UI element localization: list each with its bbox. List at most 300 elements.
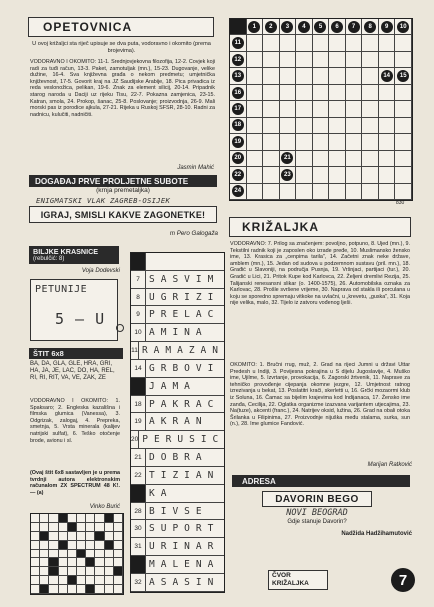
krizaljka-row-number: 22 xyxy=(131,467,146,484)
grid-cell xyxy=(379,118,396,134)
grid-cell xyxy=(40,567,49,576)
krizaljka-row-answer xyxy=(146,253,149,270)
page-number-badge xyxy=(391,568,415,592)
grid-cell xyxy=(68,567,77,576)
grid-cell xyxy=(114,523,123,532)
grid-cell xyxy=(86,541,95,550)
grid-cell xyxy=(247,118,264,134)
footer-label xyxy=(268,570,328,590)
grid-cell xyxy=(31,585,40,594)
grid-cell xyxy=(40,576,49,585)
grid-cell xyxy=(77,514,86,523)
grid-cell xyxy=(77,585,86,594)
grid-number-dot: 14 xyxy=(381,70,393,82)
grid-cell xyxy=(86,514,95,523)
grid-cell xyxy=(346,35,363,51)
adresa-title-bar xyxy=(232,475,410,487)
grid-block xyxy=(49,567,58,576)
grid-cell xyxy=(59,585,68,594)
grid-cell xyxy=(105,576,114,585)
grid-number-dot: 7 xyxy=(348,21,360,33)
grid-number-dot: 6 xyxy=(331,21,343,33)
adresa-question: Gdje stanuje Davorin? xyxy=(287,519,347,525)
grid-cell xyxy=(40,514,49,523)
krizaljka-row-answer: ASASIN xyxy=(149,576,220,588)
grid-cell xyxy=(329,68,346,84)
bilje-subtitle: (rebulčić: 8) xyxy=(33,255,65,262)
grid-cell xyxy=(49,550,58,559)
grid-cell xyxy=(31,567,40,576)
grid-cell xyxy=(379,134,396,150)
footer-label-line2: KRIŽALJKA xyxy=(272,580,309,587)
grid-cell xyxy=(247,101,264,117)
grid-number-dot: 4 xyxy=(298,21,310,33)
grid-cell xyxy=(49,585,58,594)
grid-cell xyxy=(280,101,297,117)
krizaljka-row-number xyxy=(131,485,146,502)
opetovnica-grid xyxy=(229,18,413,201)
grid-cell xyxy=(313,184,330,200)
grid-cell xyxy=(395,151,412,167)
grid-cell xyxy=(31,576,40,585)
grid-cell xyxy=(263,52,280,68)
grid-cell xyxy=(105,558,114,567)
grid-cell xyxy=(329,184,346,200)
grid-cell xyxy=(280,52,297,68)
grid-cell xyxy=(346,134,363,150)
krizaljka-row-number xyxy=(131,556,146,573)
grid-cell xyxy=(59,550,68,559)
grid-block xyxy=(105,514,114,523)
grid-number-dot: 13 xyxy=(232,70,244,82)
grid-cell xyxy=(379,85,396,101)
grid-cell xyxy=(296,151,313,167)
krizaljka-title: KRIŽALJKA xyxy=(242,220,319,234)
grid-block xyxy=(68,523,77,532)
krizaljka-row xyxy=(131,413,224,431)
grid-cell xyxy=(329,52,346,68)
grid-block xyxy=(40,532,49,541)
grid-cell xyxy=(31,523,40,532)
grid-cell xyxy=(95,567,104,576)
grid-top-number xyxy=(313,19,330,35)
dogadjaj-author: m Pero Galogaža xyxy=(169,230,218,237)
grid-cell xyxy=(379,52,396,68)
grid-cell xyxy=(346,101,363,117)
grid-cell xyxy=(329,134,346,150)
grid-block xyxy=(86,558,95,567)
grid-number-dot: 22 xyxy=(232,169,244,181)
grid-cell xyxy=(59,558,68,567)
grid-cell xyxy=(346,184,363,200)
grid-number-dot: 20 xyxy=(232,152,244,164)
grid-number-dot: 19 xyxy=(232,136,244,148)
krizaljka-row-answer: SASVIM xyxy=(149,273,220,285)
opetovnica-grid-code: 830 xyxy=(396,200,405,206)
page-number: 7 xyxy=(398,571,408,589)
krizaljka-row xyxy=(131,538,224,556)
grid-top-number xyxy=(296,19,313,35)
grid-cell xyxy=(86,576,95,585)
grid-cell xyxy=(296,134,313,150)
grid-cell xyxy=(40,523,49,532)
grid-number-dot: 12 xyxy=(232,54,244,66)
grid-cell xyxy=(114,514,123,523)
grid-number-dot: 8 xyxy=(364,21,376,33)
krizaljka-row xyxy=(131,431,224,449)
bilje-title-bar xyxy=(29,246,119,264)
grid-cell xyxy=(362,52,379,68)
krizaljka-row-number: 10 xyxy=(131,324,146,341)
grid-cell xyxy=(247,35,264,51)
grid-top-number xyxy=(395,19,412,35)
grid-cell xyxy=(362,118,379,134)
grid-cell xyxy=(68,585,77,594)
grid-cell xyxy=(280,35,297,51)
grid-cell xyxy=(346,167,363,183)
opetovnica-author: Jasmin Mahić xyxy=(177,165,214,171)
grid-block xyxy=(86,585,95,594)
grid-cell xyxy=(362,85,379,101)
grid-cell xyxy=(263,167,280,183)
krizaljka-okomito: OKOMITO: 1. Bručni rrug, muž, 2. Grad na rijeci Jumni u državi Uttar Predesh u Indiji, 3. Povijesna pokrajina u S dijelu Jugoslavije, 4. Muško ime, Ujilme, 5. Izvrtanje, provokacija, 6. Zagorski žrtvenik, 11. Naprave za tehničko provođenje cijepanja okomne jezgre, 12. Umjetnost ratnog izrezivanja u bekat, 13. Poslatitri krači, skerletti u, 16. Grčki mozaormi klub iz Soluna, 16. Čamac sa bijelim krajevima kod Indijanaca, 17. Žensko ime zanđa, Cecilija, 22. Oglatka organizme izazvana varijantem utjecajima, 23. Na(tuze), akcenti (franc.), 24. Natrijev oksid, lužina, 26. Grad na obali otoka Šrilanka u Filipinima, 27. Proizvodnje nijuška među stalama, surka, sun (n.), 28. Ime glumice Fandović. xyxy=(230,362,410,428)
bilje-author: Voja Dodevski xyxy=(81,268,120,274)
grid-cell xyxy=(313,167,330,183)
krizaljka-row-answer: PAKRAC xyxy=(149,398,220,410)
grid-row-number xyxy=(230,184,247,200)
krizaljka-row-answer: AMINA xyxy=(149,327,208,339)
grid-cell xyxy=(280,118,297,134)
grid-number-dot: 24 xyxy=(232,185,244,197)
grid-cell xyxy=(40,550,49,559)
grid-cell xyxy=(313,151,330,167)
krizaljka-row-number: 7 xyxy=(131,271,146,288)
grid-cell xyxy=(105,523,114,532)
grid-cell xyxy=(77,523,86,532)
grid-cell xyxy=(59,523,68,532)
stit-author: Vinko Burić xyxy=(89,504,120,510)
krizaljka-row xyxy=(131,289,224,307)
grid-cell xyxy=(346,68,363,84)
krizaljka-row-answer: AKRAN xyxy=(149,416,208,428)
stit-note: (Ovaj štit 6x8 sastavljen je u prema tvrdnji autora elektronskim računalom ZX SPECTRUM 48 K!. — (a) xyxy=(30,470,120,496)
footer-label-line1: ČVOR xyxy=(272,572,291,579)
dogadjaj-subtitle: (krnja premetaljka) xyxy=(96,187,150,194)
grid-cell xyxy=(247,68,264,84)
opetovnica-title: OPETOVNICA xyxy=(43,20,133,34)
krizaljka-row xyxy=(131,467,224,485)
grid-inner-number xyxy=(280,167,297,183)
grid-cell xyxy=(68,532,77,541)
krizaljka-row-number: 8 xyxy=(131,289,146,306)
grid-cell xyxy=(296,118,313,134)
grid-number-dot: 2 xyxy=(265,21,277,33)
grid-cell xyxy=(263,35,280,51)
krizaljka-row xyxy=(131,503,224,521)
grid-cell xyxy=(362,167,379,183)
grid-row-number xyxy=(230,68,247,84)
grid-cell xyxy=(40,558,49,567)
bilje-handwritten-bottom: 5 — U xyxy=(55,310,106,328)
adresa-name-box xyxy=(262,491,372,507)
grid-cell xyxy=(86,532,95,541)
stit-title-bar xyxy=(29,348,123,359)
grid-cell xyxy=(346,52,363,68)
grid-cell xyxy=(362,151,379,167)
grid-cell xyxy=(59,532,68,541)
grid-cell xyxy=(362,101,379,117)
grid-cell xyxy=(77,541,86,550)
grid-cell xyxy=(362,68,379,84)
krizaljka-row xyxy=(131,253,224,271)
grid-top-number xyxy=(362,19,379,35)
grid-cell xyxy=(114,585,123,594)
opetovnica-title-box xyxy=(28,17,214,37)
grid-cell xyxy=(68,514,77,523)
krizaljka-vodoravno: VODORAVNO: 7. Prilog sa značenjem: povoljno, potpuno, 8. Ujed (mn.), 9. Tekstilni radnik koji je zaposlen oko izrade pređe, 10. Muslimansko žensko ime, 13. Krasica za „cenpima tarila", 14. Začetni znak neke države, amblem (mn.), 15. Jedan od sudova u podzemnom sustavu (pril. mn.), 18. Građić u Slavoniji, na područja Pusnja, 19. Vršnjaci, partijaci (tur.), 20. Gradić u Lici, 21. Pritok Kupe kod Karlovca, 22. Željeni dremlivi Rezija, 25. Talijanski renesansni slikar (o. 1400-1575), 26. Automobilska oznaka za Karlovac, 28. Prošle svršene vrijeme, 30. Naprava od staklа ili porculana u koju se sporedno spremaju vitkoke na uvlačni, u „krevetu, „guska", 31. Koja nije velika, malo, 32. Tijelo iz zatvoru vođenog lješi. xyxy=(230,241,410,307)
bilje-title: BILJKE KRASNICE xyxy=(33,246,99,256)
grid-cell xyxy=(31,558,40,567)
krizaljka-row xyxy=(131,396,224,414)
grid-row-number xyxy=(230,52,247,68)
grid-number-dot: 16 xyxy=(232,87,244,99)
grid-number-dot: 18 xyxy=(232,119,244,131)
bilje-handwritten-top: PETUNIJE xyxy=(35,284,88,295)
grid-cell xyxy=(86,523,95,532)
krizaljka-row xyxy=(131,556,224,574)
grid-cell xyxy=(105,567,114,576)
stit-grid xyxy=(30,513,124,595)
grid-cell xyxy=(59,567,68,576)
grid-cell xyxy=(263,68,280,84)
krizaljka-row xyxy=(131,378,224,396)
grid-cell xyxy=(77,567,86,576)
dogadjaj-handwritten: ENIGMATSKI VLAK ZAGREB-OSIJEK xyxy=(36,196,171,205)
grid-cell xyxy=(329,118,346,134)
grid-cell xyxy=(49,541,58,550)
grid-cell xyxy=(329,167,346,183)
krizaljka-row-answer: KA xyxy=(149,487,173,499)
grid-cell xyxy=(346,118,363,134)
grid-cell xyxy=(296,85,313,101)
krizaljka-row-number: 19 xyxy=(131,413,146,430)
adresa-author: Nadžida Hadžihamutović xyxy=(341,531,412,537)
grid-cell xyxy=(68,550,77,559)
grid-number-dot: 15 xyxy=(397,70,409,82)
krizaljka-row xyxy=(131,574,224,592)
grid-cell xyxy=(49,532,58,541)
krizaljka-row xyxy=(131,485,224,503)
grid-number-dot: 17 xyxy=(232,103,244,115)
krizaljka-row xyxy=(131,342,224,360)
grid-cell xyxy=(247,134,264,150)
krizaljka-row-number: 14 xyxy=(131,360,146,377)
grid-cell xyxy=(49,514,58,523)
krizaljka-row-number: 9 xyxy=(131,306,146,323)
grid-cell xyxy=(95,541,104,550)
grid-row-number xyxy=(230,167,247,183)
grid-cell xyxy=(95,576,104,585)
grid-cell xyxy=(362,35,379,51)
grid-cell xyxy=(379,35,396,51)
stit-clues: VODORAVNO I OKOMITO: 1. Spaksaro; 2. Engleska kazališna i filmska glumica (Vanessa), 3. Odgrizak, zalogaj, 4. Prepreka, smetnja, 5. Vrsta minerala (kalijev natrijski sulfat), 6. Teško otočenje brode, avionu i sl. xyxy=(30,398,120,444)
grid-cell xyxy=(114,576,123,585)
grid-cell xyxy=(379,184,396,200)
grid-cell xyxy=(247,167,264,183)
krizaljka-row-answer: MALENA xyxy=(149,558,220,570)
grid-block xyxy=(114,567,123,576)
grid-cell xyxy=(329,85,346,101)
adresa-handwritten: NOVI BEOGRAD xyxy=(286,508,348,518)
grid-cell xyxy=(362,184,379,200)
grid-top-number xyxy=(280,19,297,35)
grid-cell xyxy=(296,184,313,200)
krizaljka-row xyxy=(131,520,224,538)
grid-cell xyxy=(31,550,40,559)
grid-block xyxy=(59,514,68,523)
grid-cell xyxy=(379,167,396,183)
grid-cell xyxy=(105,532,114,541)
grid-cell xyxy=(379,151,396,167)
grid-row-number xyxy=(230,35,247,51)
grid-cell xyxy=(280,68,297,84)
dogadjaj-phrase-box xyxy=(29,206,217,223)
krizaljka-title-box xyxy=(229,217,411,237)
krizaljka-row-number xyxy=(131,378,146,395)
grid-cell xyxy=(263,85,280,101)
grid-number-dot: 9 xyxy=(381,21,393,33)
grid-cell xyxy=(77,576,86,585)
grid-cell xyxy=(280,85,297,101)
krizaljka-row-answer: RAMAZAN xyxy=(141,345,224,357)
grid-cell xyxy=(247,52,264,68)
grid-cell xyxy=(59,576,68,585)
krizaljka-row-answer: UGRIZI xyxy=(149,291,220,303)
grid-cell xyxy=(68,558,77,567)
grid-cell xyxy=(296,101,313,117)
grid-cell xyxy=(49,523,58,532)
grid-cell xyxy=(68,541,77,550)
krizaljka-grid xyxy=(130,252,225,593)
krizaljka-row-answer: GRBOVI xyxy=(149,362,220,374)
krizaljka-row-number: 30 xyxy=(131,520,146,537)
grid-cell xyxy=(313,134,330,150)
grid-inner-number xyxy=(395,68,412,84)
krizaljka-row-answer: PERUSIC xyxy=(142,434,225,446)
grid-cell xyxy=(296,68,313,84)
dogadjaj-title: DOGAĐAJ PRVE PROLJETNE SUBOTE xyxy=(35,176,189,186)
grid-cell xyxy=(114,532,123,541)
grid-cell xyxy=(86,567,95,576)
krizaljka-row xyxy=(131,324,224,342)
krizaljka-author: Marijan Ratković xyxy=(367,462,412,468)
krizaljka-row-answer: URINAR xyxy=(149,541,220,553)
grid-cell xyxy=(379,101,396,117)
grid-number-dot: 1 xyxy=(248,21,260,33)
grid-cell xyxy=(95,558,104,567)
grid-row-number xyxy=(230,85,247,101)
grid-cell xyxy=(362,134,379,150)
grid-cell xyxy=(313,68,330,84)
grid-top-number xyxy=(263,19,280,35)
grid-cell xyxy=(395,118,412,134)
krizaljka-row xyxy=(131,271,224,289)
grid-row-number xyxy=(230,101,247,117)
grid-cell xyxy=(31,532,40,541)
krizaljka-row-answer: DOBRA xyxy=(149,452,208,464)
grid-block xyxy=(49,558,58,567)
grid-cell xyxy=(77,532,86,541)
grid-cell xyxy=(395,35,412,51)
grid-cell xyxy=(95,523,104,532)
grid-cell xyxy=(329,101,346,117)
grid-cell xyxy=(313,101,330,117)
grid-cell xyxy=(313,35,330,51)
grid-corner xyxy=(230,19,247,35)
krizaljka-row-answer: PRELAC xyxy=(149,309,220,321)
bilje-puzzle-box xyxy=(30,279,118,341)
krizaljka-row-number: 11 xyxy=(131,342,139,359)
krizaljka-row-number: 31 xyxy=(131,538,146,555)
grid-number-dot: 10 xyxy=(397,21,409,33)
grid-inner-number xyxy=(280,151,297,167)
grid-cell xyxy=(395,184,412,200)
grid-cell xyxy=(31,514,40,523)
krizaljka-row-number: 28 xyxy=(131,503,146,520)
grid-cell xyxy=(247,85,264,101)
grid-cell xyxy=(329,151,346,167)
grid-cell xyxy=(114,550,123,559)
grid-cell xyxy=(49,576,58,585)
krizaljka-row-answer: JAMA xyxy=(149,380,196,392)
opetovnica-intro: U ovoj križaljci sta riječ upisuje se dva puta, vodoravno i okomito (prema brojevima). xyxy=(32,41,211,54)
grid-cell xyxy=(114,541,123,550)
grid-cell xyxy=(296,35,313,51)
grid-cell xyxy=(263,184,280,200)
krizaljka-row-answer: BIVSE xyxy=(149,505,208,517)
grid-number-dot: 5 xyxy=(314,21,326,33)
grid-block xyxy=(77,550,86,559)
grid-cell xyxy=(263,134,280,150)
grid-cell xyxy=(86,550,95,559)
grid-block xyxy=(59,541,68,550)
grid-cell xyxy=(95,550,104,559)
krizaljka-row xyxy=(131,306,224,324)
grid-cell xyxy=(95,514,104,523)
grid-top-number xyxy=(329,19,346,35)
grid-cell xyxy=(395,52,412,68)
grid-cell xyxy=(263,118,280,134)
grid-cell xyxy=(346,85,363,101)
grid-row-number xyxy=(230,151,247,167)
grid-block xyxy=(68,576,77,585)
krizaljka-row xyxy=(131,360,224,378)
stit-title: ŠTIT 6x8 xyxy=(33,349,64,358)
grid-cell xyxy=(105,550,114,559)
grid-cell xyxy=(280,184,297,200)
grid-cell xyxy=(105,585,114,594)
grid-block xyxy=(40,585,49,594)
grid-cell xyxy=(31,541,40,550)
grid-inner-number xyxy=(379,68,396,84)
grid-row-number xyxy=(230,134,247,150)
krizaljka-row-answer: TIZIAN xyxy=(149,469,220,481)
grid-top-number xyxy=(346,19,363,35)
grid-cell xyxy=(346,151,363,167)
grid-top-number xyxy=(247,19,264,35)
grid-cell xyxy=(313,85,330,101)
grid-cell xyxy=(329,35,346,51)
